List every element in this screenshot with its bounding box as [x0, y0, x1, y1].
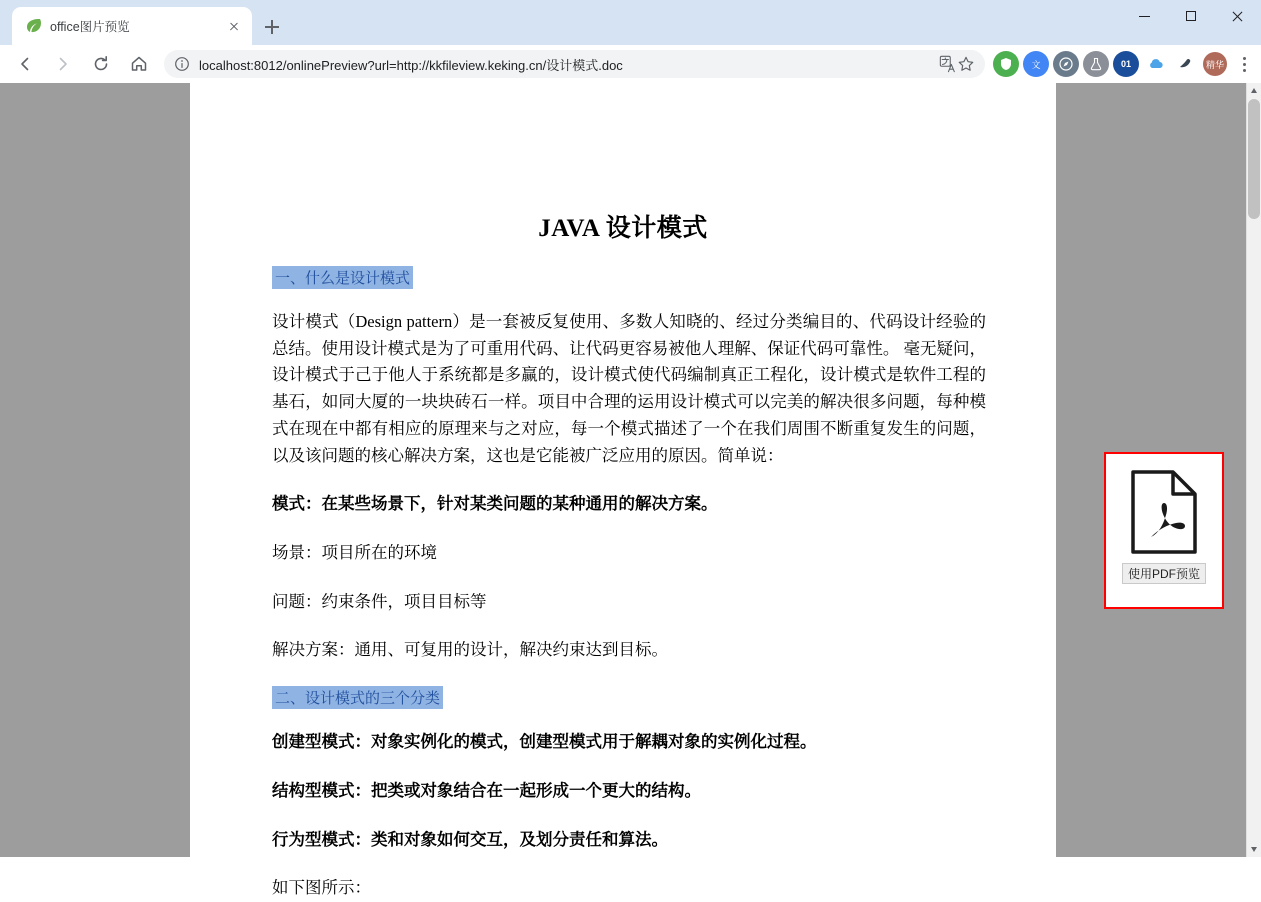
badge-01-extension-icon[interactable] [1113, 51, 1139, 77]
star-icon[interactable] [957, 55, 975, 73]
scroll-down-arrow-icon[interactable] [1247, 842, 1261, 857]
pdf-file-icon [1129, 469, 1199, 555]
profile-label: 精华 [1205, 59, 1224, 70]
leaf-icon [24, 17, 42, 35]
browser-toolbar [0, 45, 1261, 83]
browser-tab[interactable] [12, 7, 252, 45]
badge-01-label: 01 [1120, 59, 1131, 69]
forward-arrow-icon[interactable] [48, 49, 78, 79]
structural-line [272, 778, 986, 805]
section-heading-1-wrap [272, 266, 986, 289]
creational-label: 创建型模式： [272, 732, 371, 752]
reload-icon[interactable] [86, 49, 116, 79]
section-heading-1: 一、什么是设计模式 [272, 266, 413, 289]
pattern-label: 模式： [272, 494, 322, 514]
pattern-text: 在某些场景下，针对某类问题的某种通用的解决方案。 [321, 494, 718, 514]
maximize-icon[interactable] [1169, 0, 1215, 32]
problem-line: 问题：约束条件，项目目标等 [272, 591, 487, 611]
home-icon[interactable] [124, 49, 154, 79]
creational-text: 对象实例化的模式，创建型模式用于解耦对象的实例化过程。 [371, 732, 817, 752]
scene-line: 场景：项目所在的环境 [272, 543, 437, 563]
behavioral-text: 类和对象如何交互，及划分责任和算法。 [371, 829, 668, 849]
intro-paragraph: 设计模式（Design pattern）是一套被反复使用、多数人知晓的、经过分类编目的、代码设计经验的总结。使用设计模式是为了可重用代码、让代码更容易被他人理解、保证代码可靠性。 毫无疑问，设计模式于己于他人于系统都是多赢的，设计模式使代码编制真正工程化，设计模式是软件工程的基石，如同大厦的一块块砖石一样。项目中合理的运用设计模式可以完美的解决很多问题，每种模式在现在中都有相应的原理来与之对应，每一个模式描述了一个在我们周围不断重复发生的问题，以及该问题的核心解决方案，这也是它能被广泛应用的原因。简单说： [272, 312, 986, 465]
tab-title: office图片预览 [50, 20, 130, 34]
vertical-scrollbar[interactable] [1246, 83, 1261, 857]
creational-line [272, 729, 986, 756]
figure-note: 如下图所示： [272, 878, 371, 898]
url-text[interactable]: localhost:8012/onlinePreview?url=http://kkfileview.keking.cn/设计模式.doc [199, 57, 623, 73]
solution-line: 解决方案：通用、可复用的设计，解决约束达到目标。 [272, 640, 668, 660]
bird-extension-icon[interactable] [1173, 51, 1199, 77]
structural-label: 结构型模式： [272, 780, 371, 800]
section-heading-2-wrap [272, 686, 986, 709]
behavioral-line [272, 827, 986, 854]
cloud-extension-icon[interactable] [1143, 51, 1169, 77]
pdf-preview-card[interactable] [1104, 452, 1224, 609]
address-bar[interactable] [164, 50, 985, 78]
title-bar [0, 0, 1261, 45]
minimize-icon[interactable] [1123, 0, 1169, 32]
window-controls [1123, 0, 1261, 32]
avatar[interactable] [1203, 52, 1227, 76]
pattern-definition [272, 491, 986, 518]
section-heading-2: 二、设计模式的三个分类 [272, 686, 443, 709]
translate-extension-icon[interactable]: 文 [1023, 51, 1049, 77]
page-title: JAVA 设计模式 [538, 215, 708, 242]
new-tab-button[interactable] [258, 13, 286, 41]
back-arrow-icon[interactable] [10, 49, 40, 79]
scroll-thumb[interactable] [1248, 99, 1260, 219]
more-options-icon[interactable] [1233, 51, 1255, 77]
use-pdf-preview-button[interactable]: 使用PDF预览 [1122, 563, 1206, 584]
info-circle-icon[interactable] [174, 56, 190, 72]
window-close-icon[interactable] [1215, 0, 1261, 32]
close-icon[interactable] [224, 16, 244, 36]
compass-extension-icon[interactable] [1053, 51, 1079, 77]
page-viewport [0, 83, 1261, 898]
behavioral-label: 行为型模式： [272, 829, 371, 849]
document-page [190, 83, 1056, 898]
structural-text: 把类或对象结合在一起形成一个更大的结构。 [371, 780, 701, 800]
flask-extension-icon[interactable] [1083, 51, 1109, 77]
omnibox-actions [939, 55, 975, 73]
extensions-area [991, 51, 1231, 77]
shield-extension-icon[interactable] [993, 51, 1019, 77]
scroll-up-arrow-icon[interactable] [1247, 83, 1261, 98]
translate-icon[interactable] [939, 55, 957, 73]
